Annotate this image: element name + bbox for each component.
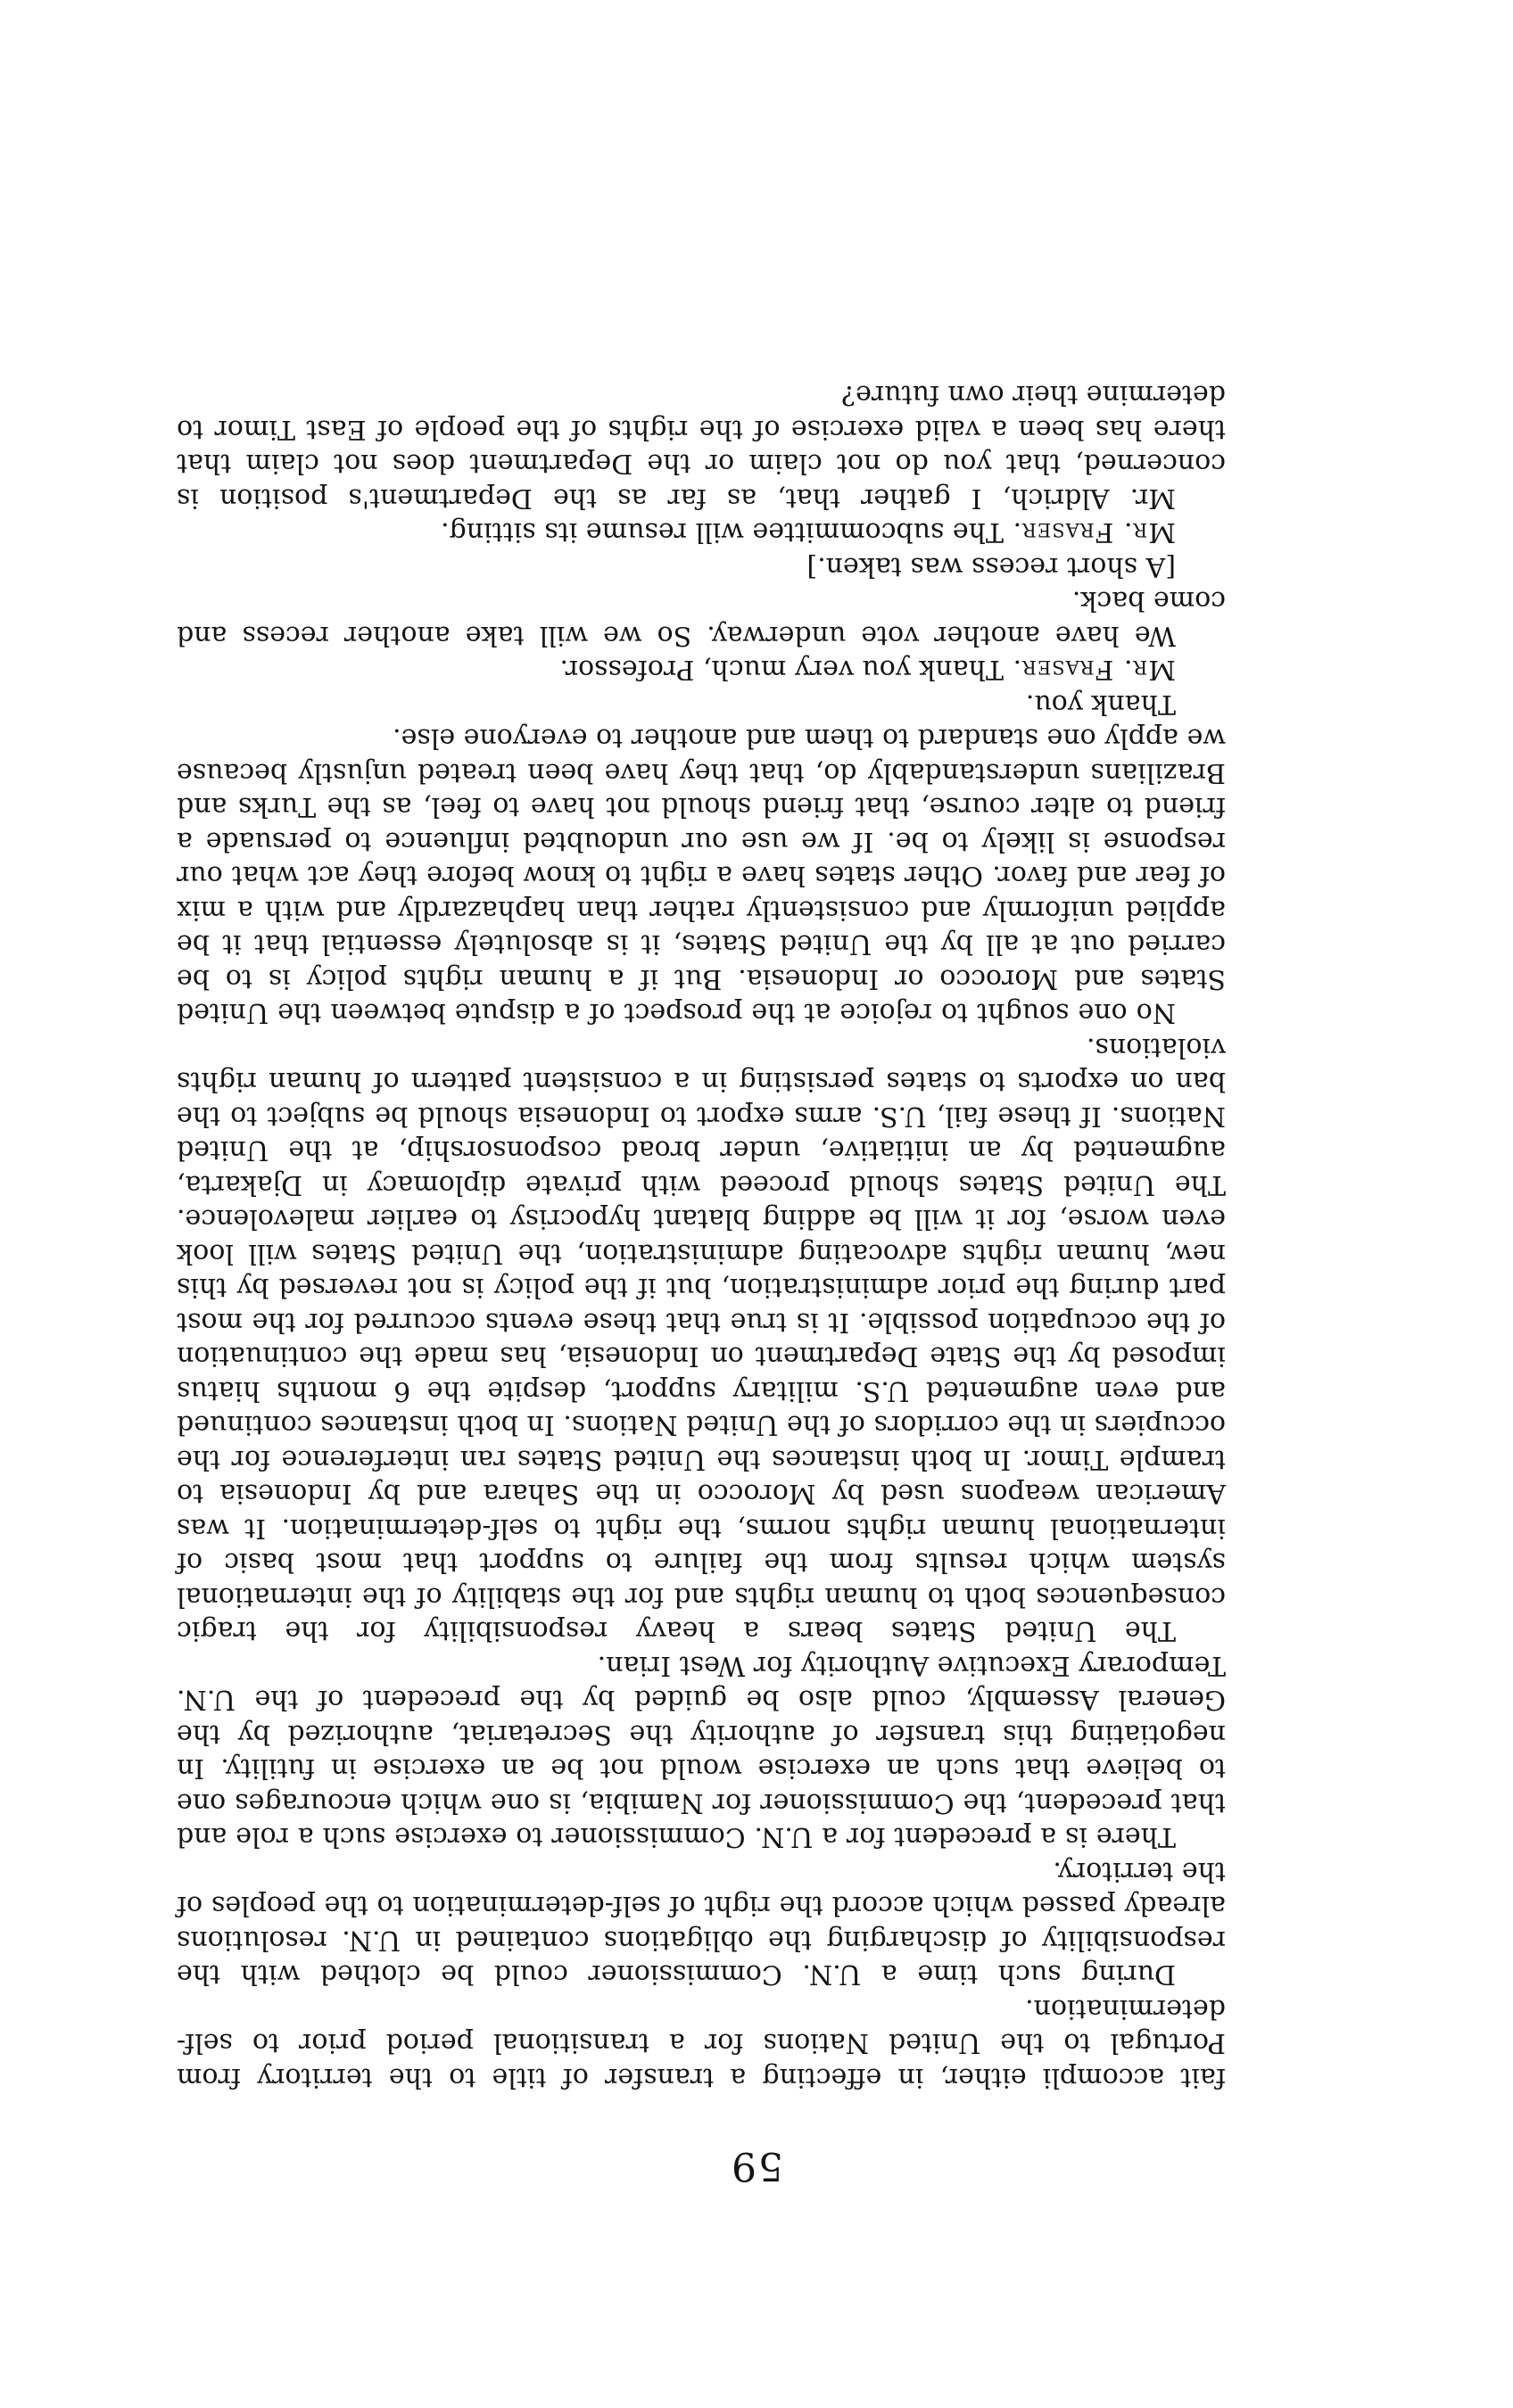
paragraph: We have another vote underway. So we will take another recess and come back. xyxy=(177,585,1226,651)
page-number: 59 xyxy=(730,2143,783,2189)
speaker-paragraph: Mr. Fraser. The subcommittee will resume its sitting. xyxy=(441,516,1176,548)
speaker-name: Mr. Fraser. xyxy=(1012,654,1176,686)
paragraph: There is a precedent for a U.N. Commissioner to exercise such a role and that precedent, the Commissioner for Namibia, is one which encourages one to believe that such an exercise would not be an exercise in futility. In negotiating this transfer of authority the Secretariat, authorized by the General Assembly, could also be guided by the precedent of the U.N. Temporary Executive Authority for West Irian. xyxy=(177,1650,1226,1853)
paragraph: The United States bears a heavy responsibility for the tragic consequences both to human rights and for the stability of the international system which results from the failure to support that most basic of international human rights norms, the right to self-determination. It was American weapons used by Morocco in the Sahara and by Indonesia to trample Timor. In both instances the United States ran interference for the occupiers in the corridors of the United Nations. In both instances continued and even augmented U.S. military support, despite the 6 months hiatus imposed by the State Department on Indonesia, has made the continuation of the occupation possible. It is true that these events occurred for the most part during the prior administration, but if the policy is not reversed by this new, human rights advocating administration, the United States will look even worse, for it will be adding blatant hypocrisy to earlier malevolence. The United States should proceed with private diplomacy in Djakarta, augmented by an initiative, under broad cosponsorship, at the United Nations. If these fail, U.S. arms export to Indonesia should be subject to the ban on exports to states persisting in a consistent pattern of human rights violations. xyxy=(177,1032,1226,1647)
paragraph: Thank you. xyxy=(1025,689,1176,720)
document-body xyxy=(177,377,1226,2094)
speaker-paragraph: Mr. Fraser. Thank you very much, Professor. xyxy=(559,654,1176,686)
paragraph: During such time a U.N. Commissioner could be clothed with the responsibility of discharging the obligations contained in U.N. resolutions already passed which accord the right of self-determination to the peoples of the territory. xyxy=(177,1856,1226,1991)
paragraph: fait accompli either, in effecting a transfer of title to the territory from Portugal to the United Nations for a transitional period prior to self-determination. xyxy=(177,1993,1226,2093)
stage-direction: [A short recess was taken.] xyxy=(806,551,1176,582)
speaker-name: Mr. Fraser. xyxy=(1012,516,1176,548)
paragraph: No one sought to rejoice at the prospect of a dispute between the United States and Morocco or Indonesia. But if a human rights policy is to be carried out at all by the United States, it is absolutely essential that it be applied uniformly and consistently rather than haphazardly and with a mix of fear and favor. Other states have a right to know before they act what our response is likely to be. If we use our undoubted influence to persuade a friend to alter course, that friend should not have to feel, as the Turks and Brazilians understandably do, that they have been treated unjustly because we apply one standard to them and another to everyone else. xyxy=(177,722,1226,1029)
paragraph: Mr. Aldrich, I gather that, as far as the Department's position is concerned, that you do not claim or the Department does not claim that there has been a valid exercise of the rights of the people of East Timor to determine their own future? xyxy=(177,379,1226,514)
